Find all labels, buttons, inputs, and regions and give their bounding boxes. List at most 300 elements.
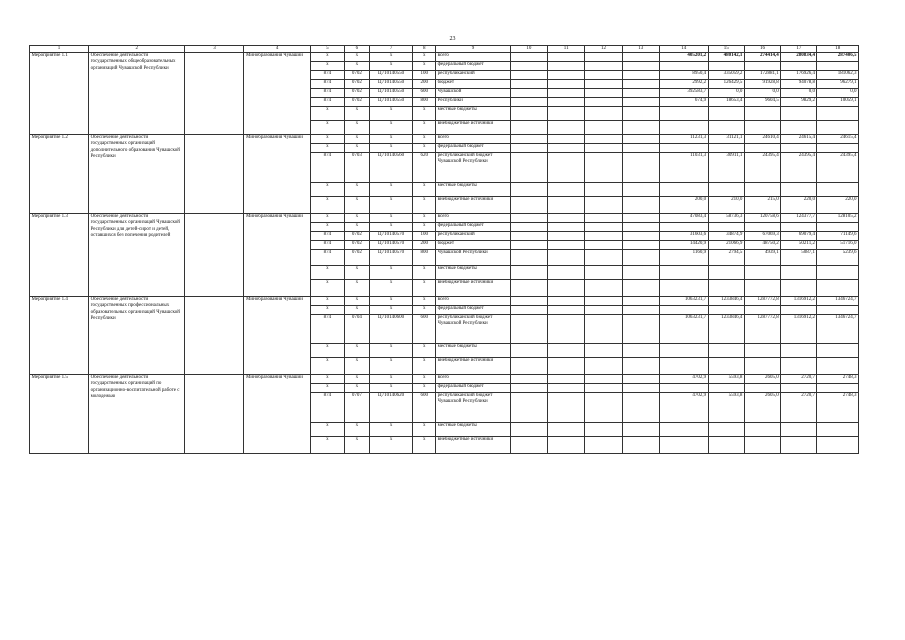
participant-cell: [185, 297, 244, 375]
column-number-header: 16: [744, 46, 780, 53]
amount-cell: [781, 223, 817, 232]
amount-cell: [708, 344, 744, 358]
amount-cell: 200,0: [659, 197, 708, 214]
amount-cell: [659, 358, 708, 375]
section-code: x: [344, 135, 369, 144]
amount-cell: [708, 62, 744, 71]
amount-cell: [781, 280, 817, 297]
empty-year-cell: [548, 144, 585, 153]
grbs-code: x: [310, 107, 344, 121]
amount-cell: 0,0: [817, 89, 859, 98]
amount-cell: 280834,4: [781, 53, 817, 62]
section-code: 0702: [344, 241, 369, 250]
amount-cell: 21066,9: [708, 241, 744, 250]
empty-year-cell: [510, 306, 547, 315]
amount-cell: [781, 62, 817, 71]
expense-type-code: x: [413, 297, 436, 306]
empty-year-cell: [622, 62, 659, 71]
amount-cell: 10059,1: [817, 98, 859, 107]
amount-cell: 96279,1: [817, 80, 859, 89]
empty-year-cell: [585, 306, 622, 315]
expense-type-code: x: [413, 223, 436, 232]
empty-year-cell: [622, 197, 659, 214]
amount-cell: [744, 183, 780, 197]
amount-cell: 69079,4: [781, 232, 817, 241]
empty-year-cell: [548, 223, 585, 232]
budget-table: [29, 45, 859, 454]
section-code: x: [344, 297, 369, 306]
funding-source: внебюджетные источники: [436, 437, 511, 454]
section-code: 0704: [344, 315, 369, 344]
empty-year-cell: [622, 232, 659, 241]
empty-year-cell: [548, 197, 585, 214]
empty-year-cell: [548, 135, 585, 144]
grbs-code: x: [310, 266, 344, 280]
amount-cell: 67069,3: [744, 232, 780, 241]
amount-cell: [817, 144, 859, 153]
expense-type-code: x: [413, 344, 436, 358]
amount-cell: [781, 344, 817, 358]
amount-cell: 24610,4: [744, 135, 780, 144]
expense-type-code: x: [413, 62, 436, 71]
amount-cell: [708, 384, 744, 393]
empty-year-cell: [548, 280, 585, 297]
amount-cell: 1346724,7: [817, 315, 859, 344]
executor-name: Минобразования Чувашии: [244, 214, 310, 297]
expense-type-code: x: [413, 266, 436, 280]
participant-cell: [185, 214, 244, 297]
empty-year-cell: [510, 121, 547, 135]
expense-type-code: x: [413, 358, 436, 375]
amount-cell: 2720,7: [781, 375, 817, 384]
funding-source: местные бюджеты: [436, 183, 511, 197]
empty-year-cell: [585, 53, 622, 62]
empty-year-cell: [510, 241, 547, 250]
funding-source: всего: [436, 53, 511, 62]
empty-year-cell: [585, 144, 622, 153]
grbs-code: 874: [310, 98, 344, 107]
empty-year-cell: [510, 250, 547, 266]
amount-cell: 48750,2: [744, 241, 780, 250]
event-name: Мероприятие 1.4: [30, 297, 89, 375]
funding-source: внебюджетные источники: [436, 121, 511, 135]
empty-year-cell: [510, 358, 547, 375]
empty-year-cell: [510, 437, 547, 454]
empty-year-cell: [585, 71, 622, 80]
amount-cell: [781, 423, 817, 437]
section-code: x: [344, 197, 369, 214]
target-article-code: Ц710140550: [369, 80, 413, 89]
amount-cell: 176926,4: [781, 71, 817, 80]
empty-year-cell: [510, 280, 547, 297]
section-code: x: [344, 344, 369, 358]
event-description: Обеспечение деятельности государственных организаций дополнительного образования Чувашской Республики: [89, 135, 185, 214]
amount-cell: [817, 107, 859, 121]
amount-cell: 128105,2: [817, 214, 859, 223]
empty-year-cell: [622, 375, 659, 384]
empty-year-cell: [548, 153, 585, 183]
empty-year-cell: [548, 107, 585, 121]
funding-source: Чувашской Республики: [436, 250, 511, 266]
event-description: Обеспечение деятельности государственных общеобразовательных организаций Чувашской Республики: [89, 53, 185, 135]
target-article-code: x: [369, 53, 413, 62]
amount-cell: 1233846,4: [708, 315, 744, 344]
grbs-code: x: [310, 197, 344, 214]
amount-cell: [817, 121, 859, 135]
section-code: 0702: [344, 98, 369, 107]
column-number-header: 7: [369, 46, 413, 53]
empty-year-cell: [622, 183, 659, 197]
amount-cell: 2748,3: [817, 375, 859, 384]
amount-cell: 9604,5: [744, 98, 780, 107]
target-article-code: x: [369, 121, 413, 135]
empty-year-cell: [585, 183, 622, 197]
amount-cell: [817, 384, 859, 393]
amount-cell: [659, 306, 708, 315]
empty-year-cell: [622, 80, 659, 89]
grbs-code: x: [310, 437, 344, 454]
amount-cell: 30911,1: [708, 153, 744, 183]
empty-year-cell: [622, 423, 659, 437]
section-code: x: [344, 62, 369, 71]
funding-source: внебюджетные источники: [436, 280, 511, 297]
expense-type-code: x: [413, 135, 436, 144]
amount-cell: 18653,4: [708, 98, 744, 107]
empty-year-cell: [585, 437, 622, 454]
amount-cell: 91928,8: [744, 80, 780, 89]
amount-cell: [708, 183, 744, 197]
amount-cell: [744, 62, 780, 71]
target-article-code: x: [369, 306, 413, 315]
empty-year-cell: [548, 80, 585, 89]
funding-source: республиканский бюджет Чувашской Республики: [436, 153, 511, 183]
amount-cell: [817, 266, 859, 280]
funding-source: всего: [436, 214, 511, 223]
empty-year-cell: [510, 384, 547, 393]
amount-cell: [659, 121, 708, 135]
event-description: Обеспечение деятельности государственных организаций по организационно-воспитательной работе с молодежью: [89, 375, 185, 454]
column-number-header: 1: [30, 46, 89, 53]
empty-year-cell: [585, 375, 622, 384]
table-row: [30, 297, 859, 306]
target-article-code: x: [369, 214, 413, 223]
empty-year-cell: [548, 423, 585, 437]
amount-cell: 14420,9: [659, 241, 708, 250]
column-number-header: 5: [310, 46, 344, 53]
empty-year-cell: [585, 197, 622, 214]
funding-source: всего: [436, 135, 511, 144]
amount-cell: 11031,3: [659, 153, 708, 183]
amount-cell: [817, 358, 859, 375]
empty-year-cell: [510, 375, 547, 384]
expense-type-code: x: [413, 183, 436, 197]
target-article-code: x: [369, 375, 413, 384]
empty-year-cell: [510, 197, 547, 214]
expense-type-code: x: [413, 423, 436, 437]
amount-cell: [659, 437, 708, 454]
target-article-code: x: [369, 62, 413, 71]
empty-year-cell: [548, 250, 585, 266]
empty-year-cell: [585, 384, 622, 393]
amount-cell: 4702,9: [659, 393, 708, 423]
grbs-code: x: [310, 280, 344, 297]
funding-source: федеральный бюджет: [436, 144, 511, 153]
section-code: x: [344, 384, 369, 393]
amount-cell: 9829,2: [781, 98, 817, 107]
target-article-code: Ц710140550: [369, 89, 413, 98]
funding-source: федеральный бюджет: [436, 62, 511, 71]
empty-year-cell: [548, 306, 585, 315]
section-code: 0702: [344, 80, 369, 89]
event-name: Мероприятие 1.3: [30, 214, 89, 297]
empty-year-cell: [622, 315, 659, 344]
column-number-header: 10: [510, 46, 547, 53]
empty-year-cell: [548, 344, 585, 358]
empty-year-cell: [585, 121, 622, 135]
empty-year-cell: [585, 315, 622, 344]
empty-year-cell: [622, 437, 659, 454]
executor-name: Минобразования Чувашии: [244, 135, 310, 214]
empty-year-cell: [622, 384, 659, 393]
amount-cell: [744, 107, 780, 121]
amount-cell: [744, 384, 780, 393]
amount-cell: 0,0: [708, 89, 744, 98]
expense-type-code: 800: [413, 98, 436, 107]
funding-source: местные бюджеты: [436, 107, 511, 121]
target-article-code: x: [369, 223, 413, 232]
target-article-code: x: [369, 344, 413, 358]
empty-year-cell: [622, 153, 659, 183]
amount-cell: 124377,7: [781, 214, 817, 223]
target-article-code: x: [369, 297, 413, 306]
empty-year-cell: [622, 144, 659, 153]
amount-cell: [781, 121, 817, 135]
amount-cell: 71149,6: [817, 232, 859, 241]
amount-cell: [817, 344, 859, 358]
empty-year-cell: [622, 358, 659, 375]
grbs-code: 874: [310, 393, 344, 423]
expense-type-code: x: [413, 384, 436, 393]
expense-type-code: x: [413, 53, 436, 62]
executor-name: Минобразования Чувашии: [244, 53, 310, 135]
target-article-code: Ц710140570: [369, 232, 413, 241]
amount-cell: 172881,1: [744, 71, 780, 80]
amount-cell: 287406,5: [817, 53, 859, 62]
empty-year-cell: [622, 135, 659, 144]
grbs-code: x: [310, 121, 344, 135]
empty-year-cell: [548, 393, 585, 423]
amount-cell: [708, 423, 744, 437]
empty-year-cell: [510, 135, 547, 144]
expense-type-code: 800: [413, 250, 436, 266]
empty-year-cell: [548, 89, 585, 98]
empty-year-cell: [548, 358, 585, 375]
amount-cell: [659, 384, 708, 393]
empty-year-cell: [585, 358, 622, 375]
grbs-code: x: [310, 62, 344, 71]
amount-cell: [744, 306, 780, 315]
amount-cell: [708, 266, 744, 280]
target-article-code: Ц710140600: [369, 315, 413, 344]
amount-cell: 2605,0: [744, 375, 780, 384]
expense-type-code: 620: [413, 153, 436, 183]
empty-year-cell: [585, 135, 622, 144]
section-code: x: [344, 266, 369, 280]
amount-cell: 5239,6: [817, 250, 859, 266]
amount-cell: 31603,6: [659, 232, 708, 241]
amount-cell: 5087,1: [781, 250, 817, 266]
empty-year-cell: [622, 223, 659, 232]
amount-cell: 2992,2: [659, 80, 708, 89]
column-number-header: 2: [89, 46, 185, 53]
amount-cell: 215,0: [744, 197, 780, 214]
grbs-code: x: [310, 223, 344, 232]
section-code: x: [344, 437, 369, 454]
amount-cell: [708, 144, 744, 153]
amount-cell: [708, 223, 744, 232]
amount-cell: [659, 62, 708, 71]
amount-cell: [744, 223, 780, 232]
funding-source: республиканский: [436, 232, 511, 241]
executor-name: Минобразования Чувашии: [244, 375, 310, 454]
table-row: [30, 135, 859, 144]
grbs-code: 874: [310, 232, 344, 241]
table-body: [30, 46, 859, 454]
empty-year-cell: [548, 266, 585, 280]
empty-year-cell: [585, 89, 622, 98]
empty-year-cell: [585, 62, 622, 71]
amount-cell: 274414,4: [744, 53, 780, 62]
grbs-code: x: [310, 306, 344, 315]
amount-cell: 1287772,8: [744, 297, 780, 306]
expense-type-code: x: [413, 197, 436, 214]
empty-year-cell: [585, 153, 622, 183]
amount-cell: 220,0: [817, 197, 859, 214]
target-article-code: x: [369, 437, 413, 454]
amount-cell: [817, 183, 859, 197]
amount-cell: 335059,2: [708, 71, 744, 80]
amount-cell: 24395,4: [781, 153, 817, 183]
empty-year-cell: [585, 241, 622, 250]
event-name: Мероприятие 1.5: [30, 375, 89, 454]
empty-year-cell: [585, 214, 622, 223]
amount-cell: 31121,1: [708, 135, 744, 144]
target-article-code: Ц710140570: [369, 250, 413, 266]
amount-cell: 1346724,7: [817, 297, 859, 306]
empty-year-cell: [548, 232, 585, 241]
amount-cell: [744, 344, 780, 358]
amount-cell: [817, 306, 859, 315]
amount-cell: 674,9: [659, 98, 708, 107]
target-article-code: Ц710140550: [369, 98, 413, 107]
empty-year-cell: [548, 315, 585, 344]
empty-year-cell: [622, 121, 659, 135]
target-article-code: x: [369, 197, 413, 214]
funding-source: республиканский бюджет Чувашской Республики: [436, 315, 511, 344]
amount-cell: 50211,2: [781, 241, 817, 250]
amount-cell: [744, 266, 780, 280]
empty-year-cell: [548, 297, 585, 306]
amount-cell: 11231,3: [659, 135, 708, 144]
target-article-code: Ц710140570: [369, 241, 413, 250]
amount-cell: 405201,2: [659, 53, 708, 62]
section-code: 0703: [344, 153, 369, 183]
amount-cell: 24615,4: [781, 135, 817, 144]
expense-type-code: 200: [413, 241, 436, 250]
amount-cell: [817, 223, 859, 232]
amount-cell: 1063231,7: [659, 315, 708, 344]
empty-year-cell: [510, 393, 547, 423]
amount-cell: [781, 384, 817, 393]
section-code: x: [344, 214, 369, 223]
empty-year-cell: [548, 214, 585, 223]
amount-cell: 2720,7: [781, 393, 817, 423]
amount-cell: [708, 121, 744, 135]
empty-year-cell: [510, 266, 547, 280]
section-code: 0702: [344, 89, 369, 98]
amount-cell: [781, 107, 817, 121]
funding-source: внебюджетные источники: [436, 197, 511, 214]
expense-type-code: 100: [413, 232, 436, 241]
empty-year-cell: [622, 214, 659, 223]
empty-year-cell: [510, 153, 547, 183]
amount-cell: 181062,3: [817, 71, 859, 80]
section-code: x: [344, 306, 369, 315]
grbs-code: x: [310, 214, 344, 223]
empty-year-cell: [510, 214, 547, 223]
grbs-code: x: [310, 344, 344, 358]
amount-cell: [744, 280, 780, 297]
funding-source: Чувашской: [436, 89, 511, 98]
amount-cell: 2748,3: [817, 393, 859, 423]
amount-cell: 34874,9: [708, 232, 744, 241]
amount-cell: 0,0: [781, 89, 817, 98]
expense-type-code: 100: [413, 71, 436, 80]
funding-source: всего: [436, 375, 511, 384]
empty-year-cell: [510, 107, 547, 121]
executor-name: Минобразования Чувашии: [244, 297, 310, 375]
column-number-header: 8: [413, 46, 436, 53]
funding-source: республиканский бюджет Чувашской Республики: [436, 393, 511, 423]
section-code: x: [344, 375, 369, 384]
amount-cell: 94078,8: [781, 80, 817, 89]
empty-year-cell: [585, 80, 622, 89]
amount-cell: 392583,7: [659, 89, 708, 98]
section-code: x: [344, 280, 369, 297]
column-number-header: 14: [659, 46, 708, 53]
event-description: Обеспечение деятельности государственных организаций Чувашской Республики для детей-сирот и детей, оставшихся без попечения родителей: [89, 214, 185, 297]
amount-cell: [708, 280, 744, 297]
empty-year-cell: [510, 98, 547, 107]
target-article-code: x: [369, 384, 413, 393]
empty-year-cell: [510, 315, 547, 344]
column-number-header: 17: [781, 46, 817, 53]
amount-cell: 480142,1: [708, 53, 744, 62]
amount-cell: 51716,0: [817, 241, 859, 250]
empty-year-cell: [622, 297, 659, 306]
target-article-code: x: [369, 358, 413, 375]
expense-type-code: x: [413, 214, 436, 223]
target-article-code: x: [369, 183, 413, 197]
event-name: Мероприятие 1.2: [30, 135, 89, 214]
amount-cell: [744, 144, 780, 153]
target-article-code: x: [369, 423, 413, 437]
empty-year-cell: [585, 107, 622, 121]
empty-year-cell: [510, 223, 547, 232]
grbs-code: 874: [310, 89, 344, 98]
empty-year-cell: [585, 250, 622, 266]
amount-cell: 4939,1: [744, 250, 780, 266]
